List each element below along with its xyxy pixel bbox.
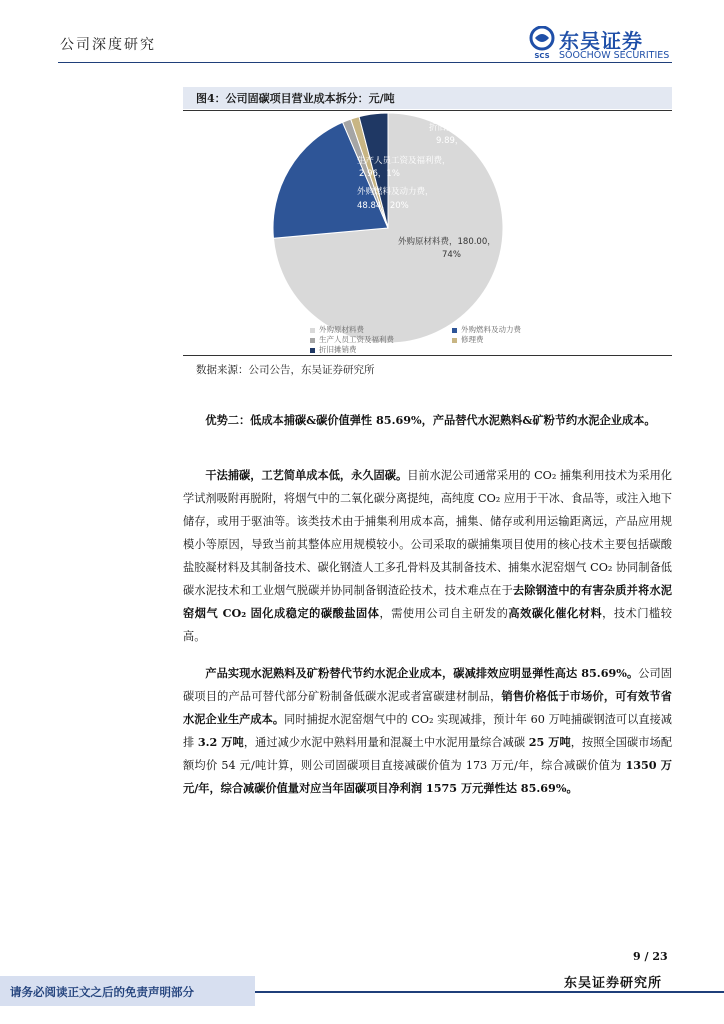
section-heading: [183, 409, 672, 432]
company-logo: [527, 24, 677, 64]
report-type-label: 公司深度研究: [60, 37, 156, 53]
footer-institute: 东吴证券研究所: [564, 976, 663, 991]
slice-pct-labor: 2.96，1%: [359, 169, 400, 179]
legend-swatch: [452, 328, 457, 333]
logo-chinese-name: 东吴证券: [559, 29, 643, 53]
legend-item: 折旧摊销费: [310, 344, 357, 355]
slice-label-raw-materials: 外购原材料费，180.00，: [398, 237, 496, 247]
heading-text: 优势二：低成本捕碳&碳价值弹性 85.69%，产品替代水泥熟料&矿粉节约水泥企业成本。: [205, 413, 656, 427]
logo-mark-icon: [527, 26, 557, 60]
p1-text-b: ，需使用公司自主研发的: [379, 607, 509, 620]
p2-bold-5: 1350 万元/年，综合减碳价值量对应当年固碳项目净利润 1575 万元弹性达 85.69%。: [183, 758, 672, 795]
disclaimer-text: 请务必阅读正文之后的免责声明部分: [10, 985, 194, 999]
paragraph-2: [183, 662, 672, 800]
p2-text-c: ，通过减少水泥中熟料用量和混凝土中水泥用量综合减碳: [243, 736, 529, 749]
legend-item: 修理费: [452, 334, 484, 345]
p1-bold-2: 去除钢渣中的有害杂质并将水泥窑烟气 CO₂ 固化成稳定的碳酸盐固体: [183, 583, 672, 620]
slice-pct-fuel-power: 48.84，20%: [357, 201, 409, 211]
p2-bold-4: 25 万吨: [528, 735, 571, 749]
p2-bold-3: 3.2 万吨: [197, 735, 244, 749]
p2-text-a: 公司固碳项目的产品可替代部分矿粉制备低碳水泥或者富碳建材制品，: [183, 667, 672, 703]
disclaimer-banner: [0, 976, 255, 1006]
pie-chart: [183, 111, 672, 356]
figure-title: 图4：公司固碳项目营业成本拆分：元/吨: [196, 92, 395, 105]
pie-chart-svg: [183, 111, 672, 356]
page-number: 9 / 23: [633, 950, 668, 963]
slice-pct-depreciation: 9.89，4%: [436, 136, 477, 146]
p2-lead: 产品实现水泥熟料及矿粉替代节约水泥企业成本，碳减排效应明显弹性高达 85.69%。: [205, 666, 639, 680]
p1-bold-3: 高效碳化催化材料: [508, 606, 603, 620]
logo-abbr: SCS: [534, 52, 550, 60]
legend-swatch: [452, 338, 457, 343]
paragraph-1: [183, 464, 672, 648]
legend-swatch: [310, 328, 315, 333]
p1-text-c: ，技术门槛较高。: [183, 607, 672, 643]
p2-bold-2: 销售价格低于市场价，可有效节省水泥企业生产成本。: [183, 689, 672, 726]
legend-swatch: [310, 348, 315, 353]
logo-english-name: SOOCHOW SECURITIES: [559, 50, 670, 61]
legend-item: 外购燃料及动力费: [452, 324, 521, 335]
header-rule: [58, 62, 672, 63]
legend-swatch: [310, 338, 315, 343]
p1-text-a: 目前水泥公司通常采用的 CO₂ 捕集利用技术为采用化学试剂吸附再脱附，将烟气中的二氧化碳分离提纯，高纯度 CO₂ 应用于干冰、食品等，或注入地下储存，或用于驱油等。该类技术由于捕集利用成本高，捕集、储存或利用运输距离远，产品应用规模小等原因，导致当前其整体应用规模较小。公司采取的碳捕集项目使用的核心技术主要包括碳酸盐胶凝材料及其制备技术、碳化钢渣人工多孔骨料及其制备技术、捕集水泥窑烟气 CO₂ 协同制备低碳水泥技术和工业烟气脱碳并协同制备钢渣砼技术，技术难点在于: [183, 469, 672, 597]
slice-label-depreciation: 折旧摊销费，: [429, 123, 481, 133]
figure-bottom-rule: [183, 355, 672, 356]
legend-item: 生产人员工资及福利费: [310, 334, 394, 345]
p1-lead: 干法捕碳，工艺简单成本低，永久固碳。: [205, 468, 408, 482]
p2-text-b: 同时捕捉水泥窑烟气中的 CO₂ 实现减排，预计年 60 万吨捕碳钢渣可以直接减排: [183, 713, 672, 749]
slice-pct-raw-materials: 74%: [442, 250, 461, 260]
p2-text-d: ，按照全国碳市场配额均价 54 元/吨计算，则公司固碳项目直接减碳价值为 173 万元/年，综合减碳价值为: [183, 736, 673, 772]
slice-label-fuel-power: 外购燃料及动力费，: [357, 187, 434, 197]
figure-source: 数据来源：公司公告，东吴证券研究所: [196, 364, 375, 376]
legend-item: 外购原材料费: [310, 324, 364, 335]
slice-label-labor: 生产人员工资及福利费，: [357, 156, 451, 166]
